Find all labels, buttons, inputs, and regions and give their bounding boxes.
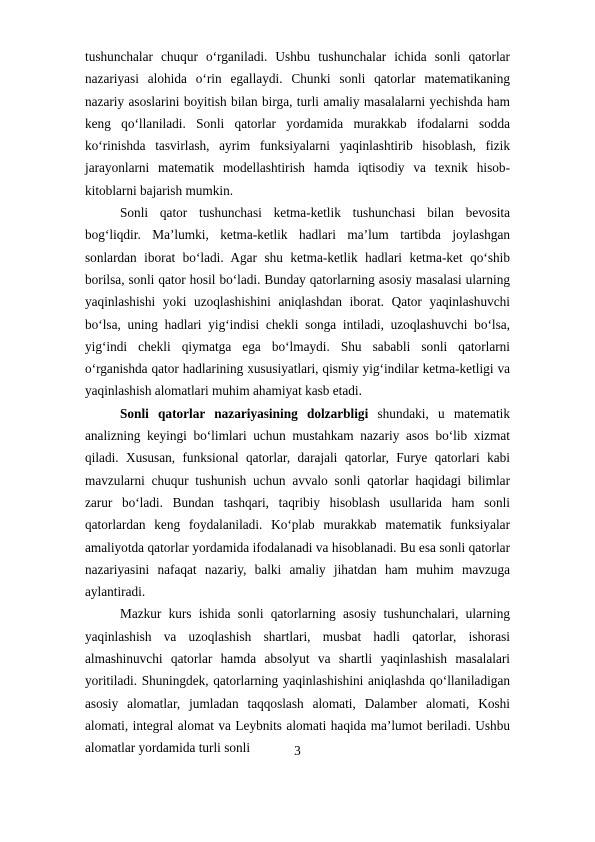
paragraph-3 (85, 403, 510, 604)
paragraph-4: Mazkur kurs ishida sonli qatorlarning asosiy tushunchalari, ularning yaqinlashish va uzoqlashish shartlari, musbat hadli qatorlar, ishorasi almashinuvchi qatorlar hamda absolyut va shartli yaqinlashish masalalari yoritiladi. Shuningdek, qatorlarning yaqinlashishini aniqlashda qo‘llaniladigan asosiy alomatlar, jumladan taqqoslash alomati, Dalamber alomati, Koshi alomati, integral alomat va Leybnits alomati haqida ma’lumot beriladi. Ushbu alomatlar yordamida turli sonli (85, 606, 510, 756)
paragraph-3-body: shundaki, u matematik analizning keyingi bo‘limlari uchun mustahkam nazariy asos bo‘lib xizmat qiladi. Xususan, funksional qatorlar, darajali qatorlar, Furye qatorlari kabi mavzularni chuqur tushunish uchun avvalo sonli qatorlar haqidagi bilimlar zarur bo‘ladi. Bundan tashqari, taqribiy hisoblash usullarida ham sonli qatorlardan keng foydalaniladi. Ko‘plab murakkab matematik funksiyalar amaliyotda qatorlar yordamida ifodalanadi va hisoblanadi. Bu esa sonli qatorlar nazariyasini nafaqat nazariy, balki amaliy jihatdan ham muhim mavzuga aylantiradi. (85, 405, 510, 600)
page-number: 3 (294, 743, 301, 758)
paragraph-1: tushunchalar chuqur o‘rganiladi. Ushbu tushunchalar ichida sonli qatorlar nazariyasi alohida o‘rin egallaydi. Chunki sonli qatorlar matematikaning nazariy asoslarini boyitish bilan birga, turli amaliy masalalarni yechishda ham keng qo‘llaniladi. Sonli qatorlar yordamida murakkab ifodalarni sodda ko‘rinishda tasvirlash, ayrim funksiyalarni yaqinlashtirib hisoblash, fizik jarayonlarni matematik modellashtirish hamda iqtisodiy va texnik hisob-kitoblarni bajarish mumkin. (85, 49, 510, 198)
paragraph-3-bold-lead: Sonli qatorlar nazariyasining dolzarbligi (120, 405, 369, 421)
paragraph-2: Sonli qator tushunchasi ketma-ketlik tushunchasi bilan bevosita bog‘liqdir. Ma’lumki, ketma-ketlik hadlari ma’lum tartibda joylashgan sonlardan iborat bo‘ladi. Agar shu ketma-ketlik hadlari ketma-ket qo‘shib borilsa, sonli qator hosil bo‘ladi. Bunday qatorlarning asosiy masalasi ularning yaqinlashishi yoki uzoqlashishini aniqlashdan iborat. Qator yaqinlashuvchi bo‘lsa, uning hadlari yig‘indisi chekli songa intiladi, uzoqlashuvchi bo‘lsa, yig‘indi chekli qiymatga ega bo‘lmaydi. Shu sababli sonli qatorlarni o‘rganishda qator hadlarining xususiyatlari, qismiy yig‘indilar ketma-ketligi va yaqinlashish alomatlari muhim ahamiyat kasb etadi. (85, 205, 510, 399)
document-page (85, 46, 510, 760)
